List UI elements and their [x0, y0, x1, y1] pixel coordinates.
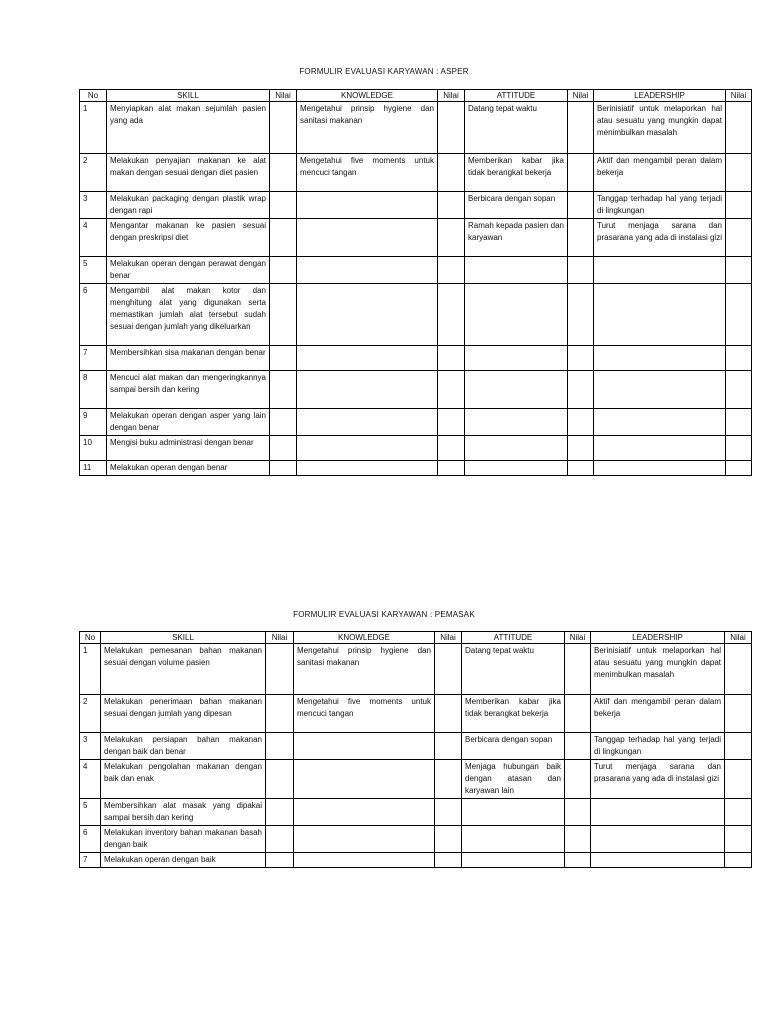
skill-cell: Mengambil alat makan kotor dan menghitung alat yang digunakan serta memastikan jumlah alat tersebut sudah sesuai dengan jumlah yang dikeluarkan: [107, 284, 270, 346]
knowledge-cell: [297, 192, 438, 219]
leadership-cell: Berinisiatif untuk melaporkan hal atau sesuatu yang mungkin dapat menimbulkan masalah: [594, 102, 726, 154]
skill-cell: Melakukan pengolahan makanan dengan baik dan enak: [101, 760, 266, 799]
attitude-cell: Memberikan kabar jika tidak berangkat bekerja: [465, 154, 568, 192]
attitude-cell: [465, 284, 568, 346]
skill-cell: Melakukan pemesanan bahan makanan sesuai dengan volume pasien: [101, 644, 266, 695]
skill-cell: Melakukan operan dengan benar: [107, 461, 270, 476]
nilai-cell[interactable]: [568, 409, 594, 436]
skill-cell: Melakukan operan dengan asper yang lain dengan benar: [107, 409, 270, 436]
attitude-cell: Berbicara dengan sopan: [462, 733, 565, 760]
table-row: [80, 346, 752, 371]
knowledge-cell: [297, 371, 438, 409]
row-number: 2: [80, 695, 101, 733]
nilai-cell[interactable]: [435, 644, 462, 695]
col-header-nilai: Nilai: [568, 90, 594, 102]
nilai-cell[interactable]: [565, 644, 591, 695]
row-number: 1: [80, 102, 107, 154]
nilai-cell[interactable]: [266, 733, 294, 760]
knowledge-cell: [294, 826, 435, 853]
row-number: 3: [80, 733, 101, 760]
attitude-cell: [465, 436, 568, 461]
col-header-nilai: Nilai: [270, 90, 297, 102]
nilai-cell[interactable]: [725, 733, 752, 760]
nilai-cell[interactable]: [270, 284, 297, 346]
leadership-cell: [591, 853, 725, 868]
leadership-cell: Turut menjaga sarana dan prasarana yang ada di instalasi gizi: [591, 760, 725, 799]
nilai-cell[interactable]: [726, 371, 752, 409]
leadership-cell: Tanggap terhadap hal yang terjadi di lingkungan: [594, 192, 726, 219]
nilai-cell[interactable]: [266, 695, 294, 733]
nilai-cell[interactable]: [435, 695, 462, 733]
nilai-cell[interactable]: [725, 695, 752, 733]
table-header-row: [80, 632, 752, 644]
nilai-cell[interactable]: [438, 346, 465, 371]
col-header-nilai: Nilai: [725, 632, 752, 644]
nilai-cell[interactable]: [266, 799, 294, 826]
leadership-cell: [591, 799, 725, 826]
leadership-cell: Aktif dan mengambil peran dalam bekerja: [594, 154, 726, 192]
nilai-cell[interactable]: [568, 461, 594, 476]
nilai-cell[interactable]: [438, 436, 465, 461]
knowledge-cell: [297, 257, 438, 284]
nilai-cell[interactable]: [438, 102, 465, 154]
leadership-cell: [594, 409, 726, 436]
knowledge-cell: [294, 733, 435, 760]
leadership-cell: [594, 284, 726, 346]
leadership-cell: [594, 461, 726, 476]
form-title: FORMULIR EVALUASI KARYAWAN : ASPER: [299, 67, 469, 76]
leadership-cell: [594, 436, 726, 461]
table-row: [80, 799, 752, 826]
table-row: [80, 102, 752, 154]
table-row: [80, 154, 752, 192]
leadership-cell: Turut menjaga sarana dan prasarana yang ada di instalasi gizi: [594, 219, 726, 257]
nilai-cell[interactable]: [568, 436, 594, 461]
attitude-cell: Datang tepat waktu: [462, 644, 565, 695]
nilai-cell[interactable]: [435, 853, 462, 868]
table-row: [80, 257, 752, 284]
table-row: [80, 409, 752, 436]
skill-cell: Mengisi buku administrasi dengan benar: [107, 436, 270, 461]
nilai-cell[interactable]: [726, 192, 752, 219]
skill-cell: Melakukan persiapan bahan makanan dengan baik dan benar: [101, 733, 266, 760]
nilai-cell[interactable]: [565, 853, 591, 868]
col-header-attitude: ATTITUDE: [465, 90, 568, 102]
row-number: 7: [80, 853, 101, 868]
row-number: 10: [80, 436, 107, 461]
nilai-cell[interactable]: [726, 219, 752, 257]
knowledge-cell: [297, 346, 438, 371]
leadership-cell: [594, 257, 726, 284]
row-number: 11: [80, 461, 107, 476]
nilai-cell[interactable]: [438, 219, 465, 257]
knowledge-cell: [294, 853, 435, 868]
nilai-cell[interactable]: [270, 102, 297, 154]
attitude-cell: [462, 853, 565, 868]
leadership-cell: [594, 371, 726, 409]
table-row: [80, 733, 752, 760]
nilai-cell[interactable]: [568, 154, 594, 192]
attitude-cell: Ramah kepada pasien dan karyawan: [465, 219, 568, 257]
nilai-cell[interactable]: [270, 192, 297, 219]
evaluation-table: [79, 631, 752, 868]
row-number: 6: [80, 284, 107, 346]
nilai-cell[interactable]: [435, 799, 462, 826]
nilai-cell[interactable]: [270, 436, 297, 461]
knowledge-cell: [294, 799, 435, 826]
nilai-cell[interactable]: [270, 409, 297, 436]
col-header-attitude: ATTITUDE: [462, 632, 565, 644]
nilai-cell[interactable]: [568, 192, 594, 219]
nilai-cell[interactable]: [266, 644, 294, 695]
attitude-cell: Menjaga hubungan baik dengan atasan dan karyawan lain: [462, 760, 565, 799]
nilai-cell[interactable]: [565, 695, 591, 733]
nilai-cell[interactable]: [270, 371, 297, 409]
table-row: [80, 219, 752, 257]
table-row: [80, 760, 752, 799]
attitude-cell: [462, 799, 565, 826]
row-number: 5: [80, 257, 107, 284]
nilai-cell[interactable]: [726, 461, 752, 476]
nilai-cell[interactable]: [438, 371, 465, 409]
row-number: 7: [80, 346, 107, 371]
skill-cell: Membersihkan alat masak yang dipakai sampai bersih dan kering: [101, 799, 266, 826]
knowledge-cell: [297, 461, 438, 476]
nilai-cell[interactable]: [725, 644, 752, 695]
table-row: [80, 436, 752, 461]
knowledge-cell: Mengetahui five moments untuk mencuci tangan: [297, 154, 438, 192]
nilai-cell[interactable]: [725, 826, 752, 853]
skill-cell: Melakukan operan dengan perawat dengan benar: [107, 257, 270, 284]
leadership-cell: Aktif dan mengambil peran dalam bekerja: [591, 695, 725, 733]
leadership-cell: [594, 346, 726, 371]
row-number: 2: [80, 154, 107, 192]
nilai-cell[interactable]: [270, 219, 297, 257]
table-header-row: [80, 90, 752, 102]
skill-cell: Melakukan operan dengan baik: [101, 853, 266, 868]
knowledge-cell: [294, 760, 435, 799]
nilai-cell[interactable]: [435, 826, 462, 853]
skill-cell: Mencuci alat makan dan mengeringkannya sampai bersih dan kering: [107, 371, 270, 409]
leadership-cell: Tanggap terhadap hal yang terjadi di lingkungan: [591, 733, 725, 760]
table-row: [80, 461, 752, 476]
knowledge-cell: Mengetahui prinsip hygiene dan sanitasi makanan: [297, 102, 438, 154]
col-header-leadership: LEADERSHIP: [591, 632, 725, 644]
row-number: 8: [80, 371, 107, 409]
attitude-cell: [465, 409, 568, 436]
knowledge-cell: [297, 219, 438, 257]
row-number: 9: [80, 409, 107, 436]
attitude-cell: Memberikan kabar jika tidak berangkat bekerja: [462, 695, 565, 733]
col-header-nilai: Nilai: [266, 632, 294, 644]
row-number: 6: [80, 826, 101, 853]
nilai-cell[interactable]: [266, 853, 294, 868]
skill-cell: Membersihkan sisa makanan dengan benar: [107, 346, 270, 371]
attitude-cell: Berbicara dengan sopan: [465, 192, 568, 219]
knowledge-cell: [297, 284, 438, 346]
nilai-cell[interactable]: [435, 733, 462, 760]
skill-cell: Melakukan packaging dengan plastik wrap dengan rapi: [107, 192, 270, 219]
nilai-cell[interactable]: [266, 760, 294, 799]
nilai-cell[interactable]: [725, 799, 752, 826]
nilai-cell[interactable]: [438, 257, 465, 284]
nilai-cell[interactable]: [266, 826, 294, 853]
nilai-cell[interactable]: [726, 346, 752, 371]
nilai-cell[interactable]: [726, 436, 752, 461]
table-row: [80, 853, 752, 868]
nilai-cell[interactable]: [270, 257, 297, 284]
nilai-cell[interactable]: [438, 154, 465, 192]
knowledge-cell: Mengetahui prinsip hygiene dan sanitasi makanan: [294, 644, 435, 695]
nilai-cell[interactable]: [726, 257, 752, 284]
nilai-cell[interactable]: [435, 760, 462, 799]
col-header-knowledge: KNOWLEDGE: [297, 90, 438, 102]
attitude-cell: [465, 346, 568, 371]
nilai-cell[interactable]: [438, 192, 465, 219]
nilai-cell[interactable]: [565, 799, 591, 826]
knowledge-cell: Mengetahui five moments untuk mencuci tangan: [294, 695, 435, 733]
attitude-cell: [462, 826, 565, 853]
col-header-nilai: Nilai: [565, 632, 591, 644]
knowledge-cell: [297, 409, 438, 436]
nilai-cell[interactable]: [565, 760, 591, 799]
row-number: 4: [80, 219, 107, 257]
attitude-cell: [465, 257, 568, 284]
leadership-cell: Berinisiatif untuk melaporkan hal atau sesuatu yang mungkin dapat menimbulkan masalah: [591, 644, 725, 695]
nilai-cell[interactable]: [565, 733, 591, 760]
table-row: [80, 371, 752, 409]
knowledge-cell: [297, 436, 438, 461]
nilai-cell[interactable]: [726, 154, 752, 192]
nilai-cell[interactable]: [568, 346, 594, 371]
table-row: [80, 644, 752, 695]
nilai-cell[interactable]: [726, 284, 752, 346]
row-number: 5: [80, 799, 101, 826]
nilai-cell[interactable]: [568, 257, 594, 284]
skill-cell: Menyiapkan alat makan sejumlah pasien yang ada: [107, 102, 270, 154]
nilai-cell[interactable]: [725, 760, 752, 799]
row-number: 4: [80, 760, 101, 799]
table-row: [80, 192, 752, 219]
nilai-cell[interactable]: [568, 371, 594, 409]
col-header-skill: SKILL: [101, 632, 266, 644]
nilai-cell[interactable]: [568, 102, 594, 154]
col-header-nilai: Nilai: [438, 90, 465, 102]
col-header-knowledge: KNOWLEDGE: [294, 632, 435, 644]
nilai-cell[interactable]: [726, 102, 752, 154]
evaluation-table: [79, 89, 752, 476]
nilai-cell[interactable]: [725, 853, 752, 868]
col-header-leadership: LEADERSHIP: [594, 90, 726, 102]
nilai-cell[interactable]: [270, 346, 297, 371]
table-row: [80, 695, 752, 733]
col-header-nilai: Nilai: [435, 632, 462, 644]
nilai-cell[interactable]: [568, 284, 594, 346]
nilai-cell[interactable]: [565, 826, 591, 853]
table-row: [80, 284, 752, 346]
row-number: 3: [80, 192, 107, 219]
nilai-cell[interactable]: [438, 284, 465, 346]
skill-cell: Melakukan penyajian makanan ke alat makan dengan sesuai dengan diet pasien: [107, 154, 270, 192]
skill-cell: Melakukan inventory bahan makanan basah dengan baik: [101, 826, 266, 853]
skill-cell: Melakukan penerimaan bahan makanan sesuai dengan jumlah yang dipesan: [101, 695, 266, 733]
col-header-no: No: [80, 90, 107, 102]
attitude-cell: [465, 371, 568, 409]
nilai-cell[interactable]: [270, 154, 297, 192]
leadership-cell: [591, 826, 725, 853]
attitude-cell: [465, 461, 568, 476]
form-title: FORMULIR EVALUASI KARYAWAN : PEMASAK: [293, 610, 475, 619]
nilai-cell[interactable]: [438, 461, 465, 476]
skill-cell: Mengantar makanan ke pasien sesuai dengan preskripsi diet: [107, 219, 270, 257]
col-header-no: No: [80, 632, 101, 644]
col-header-skill: SKILL: [107, 90, 270, 102]
nilai-cell[interactable]: [726, 409, 752, 436]
nilai-cell[interactable]: [270, 461, 297, 476]
col-header-nilai: Nilai: [726, 90, 752, 102]
nilai-cell[interactable]: [438, 409, 465, 436]
attitude-cell: Datang tepat waktu: [465, 102, 568, 154]
nilai-cell[interactable]: [568, 219, 594, 257]
table-row: [80, 826, 752, 853]
row-number: 1: [80, 644, 101, 695]
